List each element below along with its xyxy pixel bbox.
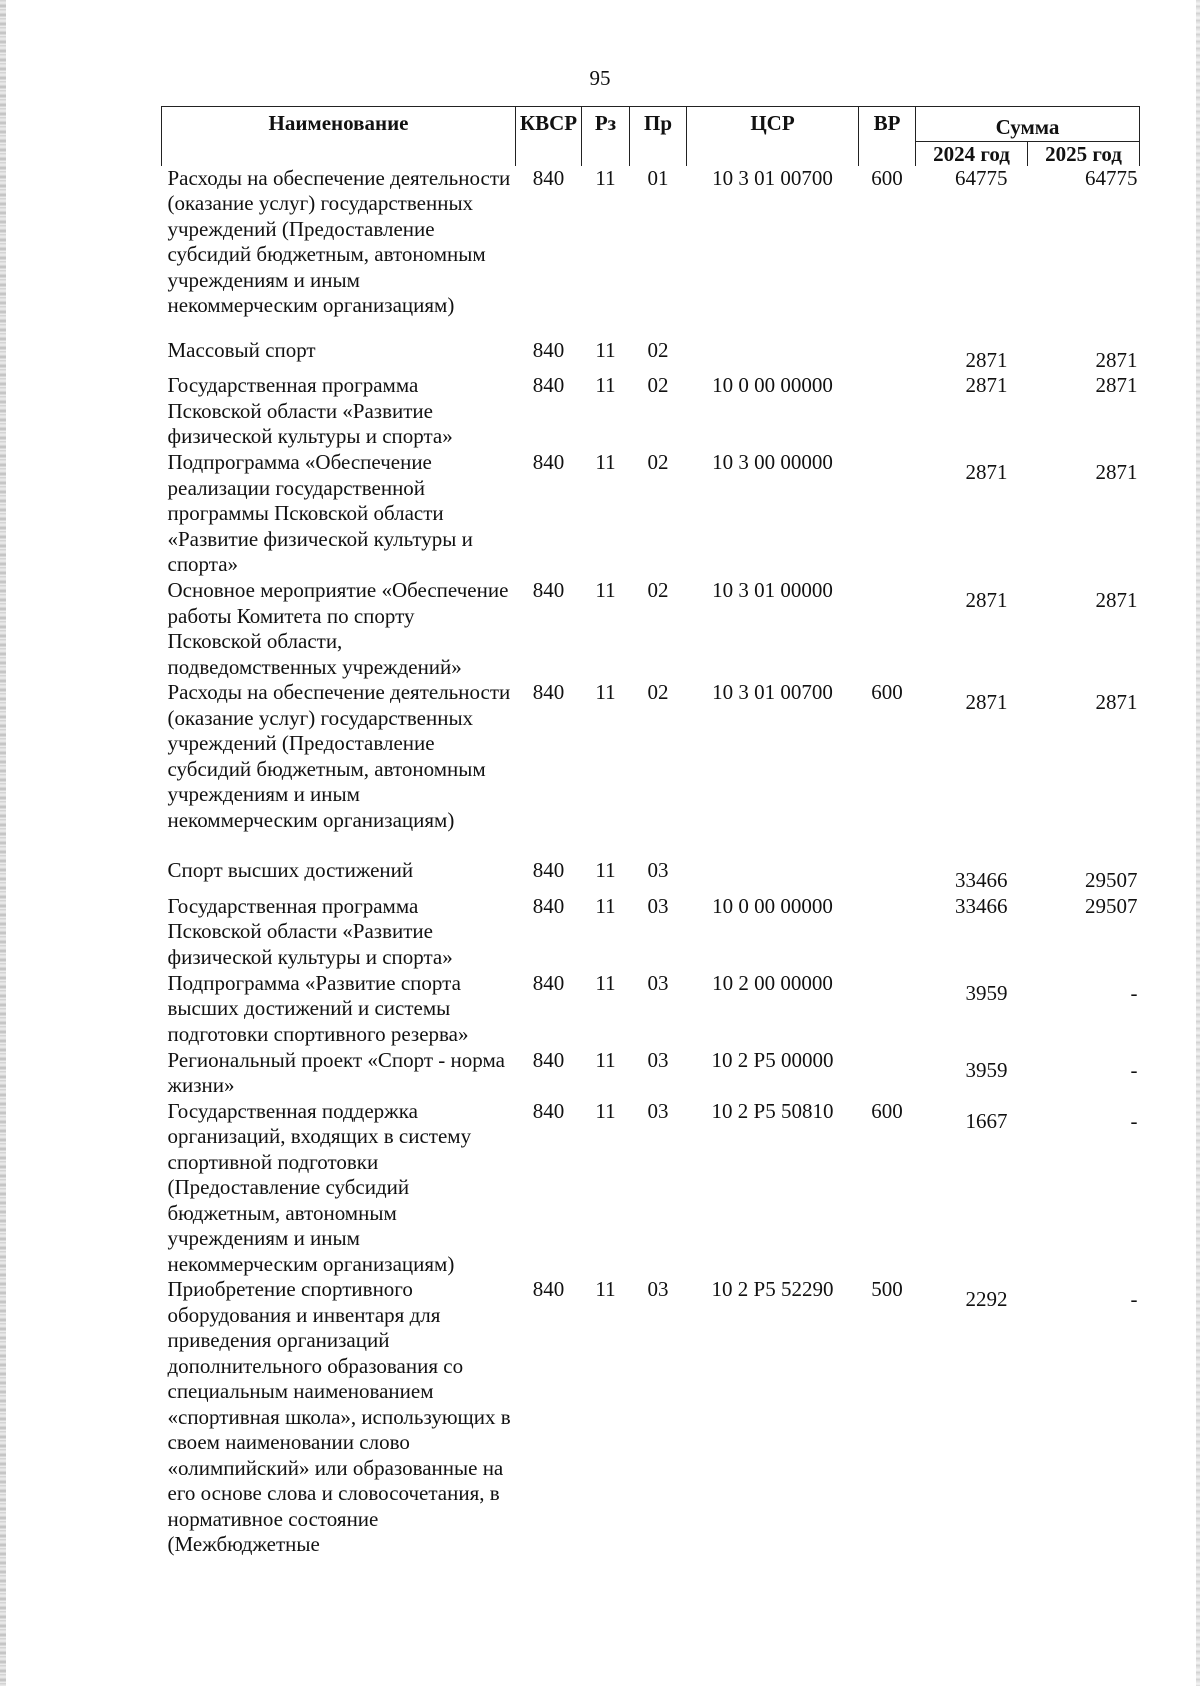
row-vr: 600 (871, 165, 903, 190)
row-rz: 11 (595, 337, 616, 362)
row-rz: 11 (595, 1277, 616, 1301)
row-pr: 02 (647, 337, 669, 362)
row-amount-2024: 2871 (965, 373, 1008, 397)
row-vr: 600 (871, 1098, 903, 1123)
header-csr: ЦСР (687, 107, 859, 166)
row-rz: 11 (595, 858, 616, 882)
row-vr (859, 373, 916, 450)
row-amount-2024: 2871 (965, 690, 1008, 714)
row-kvsr: 840 (532, 1098, 565, 1123)
row-pr: 03 (647, 1047, 669, 1072)
table-row (162, 1048, 1140, 1099)
row-pr: 02 (647, 680, 669, 704)
row-rz: 11 (595, 1047, 616, 1072)
row-pr: 03 (647, 1277, 669, 1301)
row-csr (687, 338, 859, 374)
table-row (162, 1099, 1140, 1278)
scan-edge-left (0, 0, 6, 1686)
header-vr: ВР (859, 107, 916, 166)
row-name: Расходы на обеспечение деятельности (оказание услуг) государственных учреждений (Предоставление субсидий бюджетным, автономным учреждениям и иным некоммерческим организациям) (167, 165, 511, 317)
row-amount-2025: 2871 (1095, 460, 1138, 484)
table-row (162, 450, 1140, 578)
row-pr: 03 (647, 970, 669, 995)
row-amount-2025: 2871 (1095, 588, 1138, 612)
row-amount-2025: - (1130, 1287, 1138, 1311)
row-vr (859, 578, 916, 680)
row-amount-2024: 3959 (965, 1057, 1008, 1082)
header-year-2025: 2025 год (1028, 141, 1140, 166)
row-name: Расходы на обеспечение деятельности (оказание услуг) государственных учреждений (Предоставление субсидий бюджетным, автономным учреждениям и иным некоммерческим организациям) (167, 680, 511, 832)
row-kvsr: 840 (532, 1047, 565, 1072)
row-pr: 02 (647, 578, 669, 602)
row-pr: 02 (647, 450, 669, 474)
row-csr: 10 2 P5 50810 (711, 1098, 834, 1123)
row-kvsr: 840 (532, 165, 565, 190)
row-rz: 11 (595, 578, 616, 602)
row-amount-2025: - (1130, 1108, 1138, 1133)
table-row (162, 680, 1140, 858)
row-name: Массовый спорт (167, 337, 316, 362)
row-csr: 10 2 00 00000 (712, 970, 833, 995)
row-amount-2025: - (1130, 1057, 1138, 1082)
row-amount-2024: 3959 (965, 980, 1008, 1005)
row-name: Приобретение спортивного оборудования и инвентаря для приведения организаций дополнительного образования со специальным наименованием «спортивная школа», использующих в своем наименовании слово «олимпийский» или образованные на его основе слова и словосочетания, в нормативное состояние (Межбюджетные (167, 1277, 511, 1556)
table-row (162, 858, 1140, 894)
row-rz: 11 (595, 450, 616, 474)
row-csr: 10 3 01 00000 (712, 578, 833, 602)
row-amount-2025: 2871 (1095, 373, 1138, 397)
row-name: Основное мероприятие «Обеспечение работы Комитета по спорту Псковской области, подведомственных учреждений» (167, 578, 509, 679)
table-row (162, 166, 1140, 338)
row-vr (859, 450, 916, 578)
table-row (162, 1277, 1140, 1577)
header-year-2024: 2024 год (916, 141, 1028, 166)
budget-table (161, 106, 1140, 1577)
row-name: Региональный проект «Спорт - норма жизни» (167, 1047, 505, 1097)
row-csr: 10 3 00 00000 (712, 450, 833, 474)
row-name: Государственная программа Псковской области «Развитие физической культуры и спорта» (167, 373, 453, 448)
row-csr (687, 858, 859, 894)
row-amount-2025: 29507 (1085, 893, 1138, 918)
row-kvsr: 840 (532, 578, 565, 602)
row-vr (859, 858, 916, 894)
row-name: Спорт высших достижений (167, 858, 414, 882)
row-vr: 500 (871, 1277, 903, 1301)
row-kvsr: 840 (532, 970, 565, 995)
table-row (162, 373, 1140, 450)
row-amount-2024: 2871 (965, 588, 1008, 612)
header-rz: Рз (582, 107, 630, 166)
row-vr (859, 894, 916, 971)
row-vr: 600 (871, 680, 903, 704)
row-amount-2024: 33466 (955, 868, 1008, 892)
table-row (162, 971, 1140, 1048)
row-rz: 11 (595, 373, 616, 397)
row-pr: 03 (647, 1098, 669, 1123)
row-amount-2024: 2871 (965, 460, 1008, 484)
row-csr: 10 2 P5 00000 (711, 1047, 834, 1072)
table-row (162, 894, 1140, 971)
row-kvsr: 840 (532, 680, 565, 704)
row-amount-2025: 64775 (1085, 165, 1138, 190)
row-pr: 02 (647, 373, 669, 397)
row-vr (859, 338, 916, 374)
page-number: 95 (589, 66, 611, 90)
row-amount-2024: 1667 (965, 1108, 1008, 1133)
row-pr: 01 (647, 165, 669, 190)
row-vr (859, 971, 916, 1048)
row-kvsr: 840 (532, 858, 565, 882)
row-csr: 10 0 00 00000 (712, 893, 833, 918)
row-amount-2024: 64775 (955, 165, 1008, 190)
row-rz: 11 (595, 970, 616, 995)
scan-edge-right (1196, 0, 1200, 1686)
row-amount-2025: - (1130, 980, 1138, 1005)
table-row (162, 578, 1140, 680)
row-rz: 11 (595, 165, 616, 190)
row-rz: 11 (595, 893, 616, 918)
row-vr (859, 1048, 916, 1099)
row-rz: 11 (595, 680, 616, 704)
row-csr: 10 0 00 00000 (712, 373, 833, 397)
header-name: Наименование (162, 107, 516, 166)
row-csr: 10 3 01 00700 (712, 165, 833, 190)
header-pr: Пр (630, 107, 687, 166)
table-header (162, 107, 1140, 166)
row-amount-2024: 33466 (955, 893, 1008, 918)
row-kvsr: 840 (532, 1277, 565, 1301)
row-pr: 03 (647, 893, 669, 918)
header-sum: Сумма (916, 107, 1140, 142)
row-kvsr: 840 (532, 450, 565, 474)
table-body (162, 166, 1140, 1578)
row-kvsr: 840 (532, 337, 565, 362)
row-name: Государственная поддержка организаций, входящих в систему спортивной подготовки (Предоставление субсидий бюджетным, автономным учреждениям и иным некоммерческим организациям) (167, 1098, 472, 1276)
row-amount-2025: 2871 (1095, 690, 1138, 714)
table-row (162, 338, 1140, 374)
header-kvsr: КВСР (516, 107, 582, 166)
row-rz: 11 (595, 1098, 616, 1123)
row-pr: 03 (647, 858, 669, 882)
row-amount-2024: 2292 (965, 1287, 1008, 1311)
row-name: Подпрограмма «Обеспечение реализации государственной программы Псковской области «Развитие физической культуры и спорта» (167, 450, 473, 576)
row-amount-2025: 29507 (1085, 868, 1138, 892)
row-csr: 10 3 01 00700 (712, 680, 833, 704)
row-kvsr: 840 (532, 373, 565, 397)
row-amount-2025: 2871 (1095, 347, 1138, 372)
row-csr: 10 2 P5 52290 (711, 1277, 834, 1301)
row-name: Государственная программа Псковской области «Развитие физической культуры и спорта» (167, 893, 453, 969)
row-amount-2024: 2871 (965, 347, 1008, 372)
row-kvsr: 840 (532, 893, 565, 918)
row-name: Подпрограмма «Развитие спорта высших достижений и системы подготовки спортивного резерва» (167, 970, 469, 1046)
